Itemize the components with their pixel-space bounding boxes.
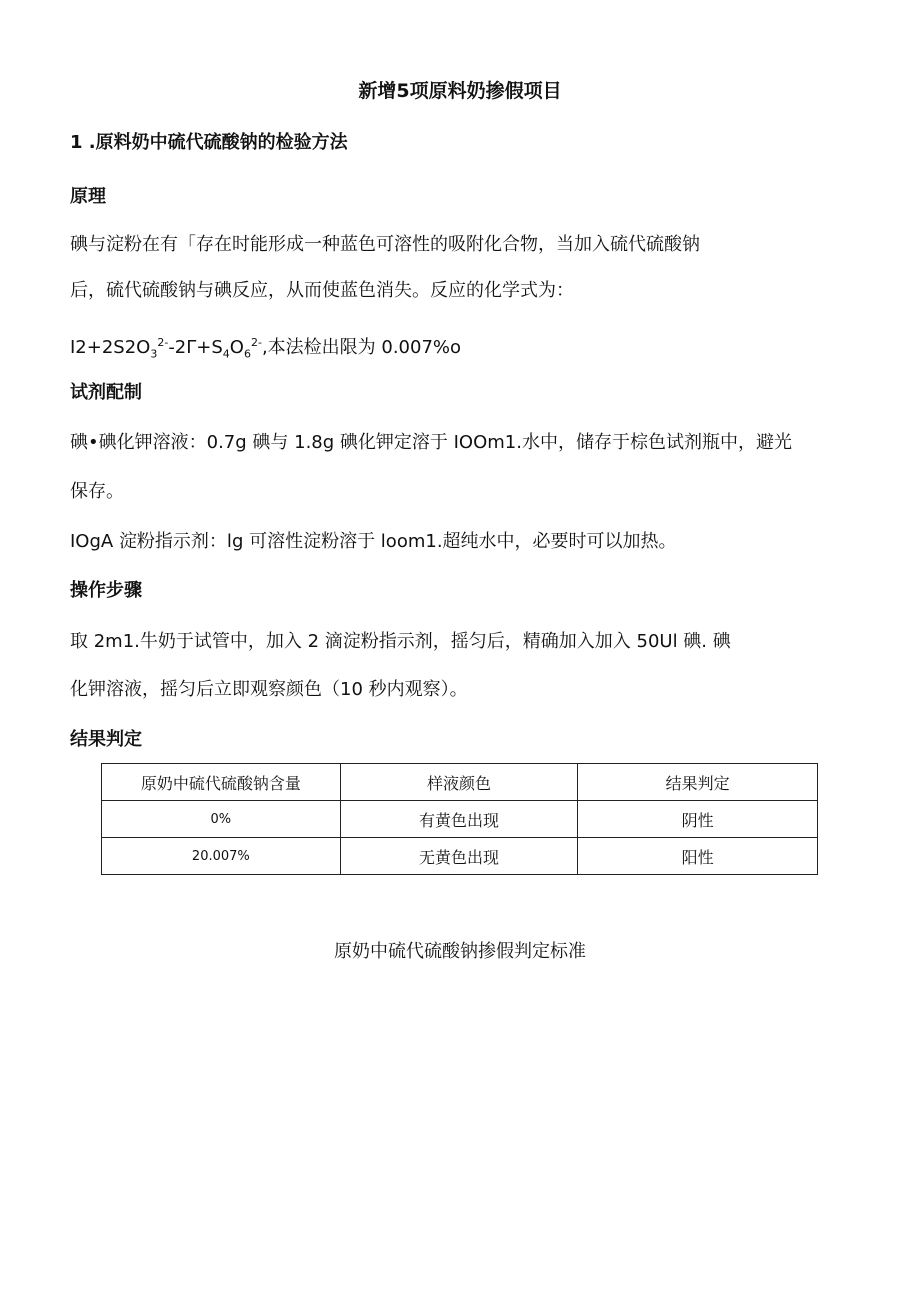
- formula-subscript: 4: [222, 347, 230, 361]
- table-caption: 原奶中硫代硫酸钠掺假判定标准: [334, 941, 586, 962]
- procedure-heading: 操作步骤: [70, 580, 142, 601]
- formula-superscript: 2-: [250, 336, 262, 349]
- principle-heading: 原理: [70, 186, 106, 207]
- principle-line-2: 后，硫代硫酸钠与碘反应，从而使蓝色消失。反应的化学式为：: [70, 280, 574, 301]
- table-cell: 0%: [102, 801, 341, 838]
- formula-subscript: 6: [243, 347, 251, 361]
- principle-line-1: 碘与淀粉在有「存在时能形成一种蓝色可溶性的吸附化合物，当加入硫代硫酸钠: [70, 234, 700, 255]
- table-cell: 阳性: [578, 838, 818, 875]
- table-cell: 20.007%: [102, 838, 341, 875]
- table-row: [102, 801, 818, 838]
- formula-part: ,本法检出限为 0.007%o: [261, 337, 462, 358]
- reagents-line-2: 保存。: [70, 481, 124, 502]
- table-cell: 无黄色出现: [340, 838, 578, 875]
- table-cell: 有黄色出现: [340, 801, 578, 838]
- procedure-line-2: 化钾溶液，摇匀后立即观察颜色（10 秒内观察）。: [70, 679, 468, 700]
- formula-subscript: 3: [150, 347, 158, 361]
- reagents-line-3: IOgA 淀粉指示剂：lg 可溶性淀粉溶于 loom1.超纯水中，必要时可以加热。: [70, 531, 677, 552]
- reagents-heading: 试剂配制: [70, 382, 142, 403]
- formula-part: I2+2S2O: [70, 337, 151, 358]
- table-header-row: [102, 764, 818, 801]
- result-heading: 结果判定: [70, 729, 142, 750]
- reagents-line-1: 碘•碘化钾溶液：0.7g 碘与 1.8g 碘化钾定溶于 IOOm1.水中，储存于棕色试剂瓶中，避光: [70, 432, 792, 453]
- formula-superscript: 2-: [157, 336, 169, 349]
- document-title: 新增5项原料奶掺假项目: [358, 80, 562, 102]
- table-header-cell: 原奶中硫代硫酸钠含量: [102, 764, 341, 801]
- result-table: [101, 763, 818, 875]
- table-header-cell: 结果判定: [578, 764, 818, 801]
- formula-part: -2Γ+S: [168, 337, 223, 358]
- table-header-cell: 样液颜色: [340, 764, 578, 801]
- table-cell: 阴性: [578, 801, 818, 838]
- table-row: [102, 838, 818, 875]
- reaction-formula: [70, 333, 461, 361]
- section-heading: 1 .原料奶中硫代硫酸钠的检验方法: [70, 132, 348, 153]
- procedure-line-1: 取 2m1.牛奶于试管中，加入 2 滴淀粉指示剂，摇匀后，精确加入加入 50Ul 碘. 碘: [70, 631, 731, 652]
- formula-part: O: [229, 337, 244, 358]
